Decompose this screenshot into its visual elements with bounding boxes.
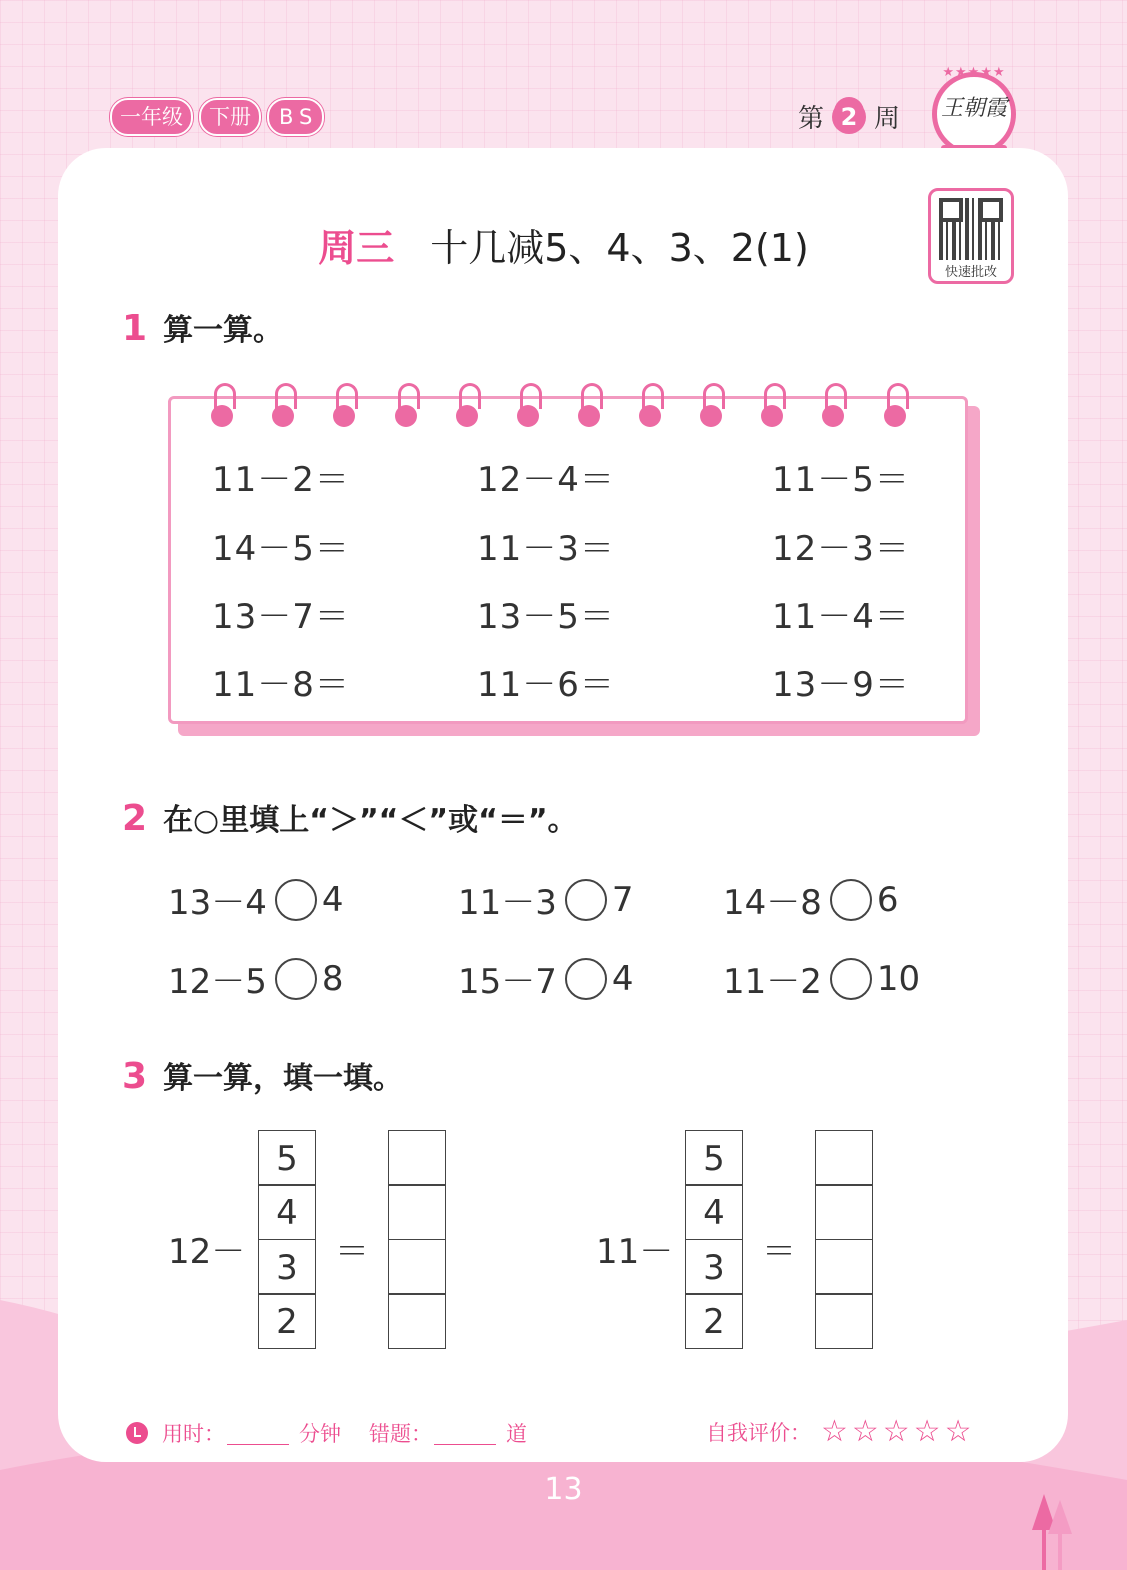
answer-box[interactable] [388, 1130, 446, 1186]
compare-item [458, 954, 634, 1003]
calc-problem[interactable]: 13－9＝ [772, 665, 910, 705]
subtrahend-cell: 3 [685, 1239, 743, 1295]
qr-code[interactable] [928, 188, 1014, 284]
compare-left: 11－2 [723, 962, 822, 1002]
title-day: 周三 [318, 226, 395, 270]
compare-item [458, 875, 634, 924]
section-1-heading [122, 305, 283, 349]
errors-blank[interactable] [434, 1422, 496, 1445]
subtrahend-cell: 5 [685, 1130, 743, 1186]
calc-problem[interactable]: 12－4＝ [477, 460, 615, 500]
section-2-text: 在○里填上“＞”“＜”或“＝”。 [163, 803, 578, 838]
notebook-ring-icon [884, 383, 908, 427]
calc-problem[interactable]: 12－3＝ [772, 529, 910, 569]
time-blank[interactable] [227, 1422, 289, 1445]
calc-problem[interactable]: 14－5＝ [212, 529, 350, 569]
notebook-ring-icon [578, 383, 602, 427]
compare-right: 7 [611, 879, 634, 920]
qr-label: 快速批改 [944, 265, 997, 280]
brand-logo-badge [932, 65, 1016, 156]
compare-left: 13－4 [168, 883, 267, 923]
answer-stack [388, 1131, 446, 1349]
section-2-heading [122, 795, 578, 839]
week-indicator [798, 98, 900, 135]
section-3-heading [122, 1053, 403, 1097]
week-suffix: 周 [874, 104, 901, 134]
footer-time-errors [126, 1418, 527, 1448]
answer-box[interactable] [815, 1130, 873, 1186]
grade-tag: 一年级 [110, 98, 193, 136]
compare-right: 4 [611, 958, 634, 999]
edition-tag: BS [267, 98, 324, 136]
calc-problem[interactable]: 11－4＝ [772, 597, 910, 637]
notebook-ring-icon [761, 383, 785, 427]
calc-problem[interactable]: 11－5＝ [772, 460, 910, 500]
compare-item [723, 875, 899, 924]
notebook-ring-icon [456, 383, 480, 427]
notebook-ring-icon [639, 383, 663, 427]
answer-circle[interactable] [565, 958, 607, 1000]
equals-sign: ＝ [335, 1232, 369, 1272]
week-prefix: 第 [798, 104, 825, 134]
calc-problem[interactable]: 11－8＝ [212, 665, 350, 705]
notebook-ring-icon [333, 383, 357, 427]
subtrahend-cell: 2 [685, 1293, 743, 1349]
subtrahend-stack [685, 1131, 743, 1349]
answer-box[interactable] [388, 1184, 446, 1240]
subtrahend-cell: 3 [258, 1239, 316, 1295]
time-label: 用时： [162, 1422, 225, 1446]
notebook-ring-icon [517, 383, 541, 427]
answer-circle[interactable] [830, 958, 872, 1000]
time-unit: 分钟 [299, 1422, 341, 1446]
errors-unit: 道 [506, 1422, 527, 1446]
notebook-ring-icon [822, 383, 846, 427]
subtrahend-cell: 5 [258, 1130, 316, 1186]
badge-stars: ★★★★★ [942, 65, 1006, 80]
answer-box[interactable] [388, 1293, 446, 1349]
equation-lhs: 11－ [596, 1232, 674, 1272]
grade-tags [110, 98, 324, 136]
calc-problem[interactable]: 13－7＝ [212, 597, 350, 637]
section-1-number: 1 [122, 308, 148, 349]
subtrahend-cell: 2 [258, 1293, 316, 1349]
section-1-text: 算一算。 [163, 313, 284, 348]
section-3-number: 3 [122, 1056, 148, 1097]
compare-right: 4 [321, 879, 344, 920]
calc-problem[interactable]: 13－5＝ [477, 597, 615, 637]
answer-circle[interactable] [830, 879, 872, 921]
notebook-ring-icon [700, 383, 724, 427]
rating-stars[interactable]: ☆☆☆☆☆ [821, 1414, 976, 1449]
answer-circle[interactable] [565, 879, 607, 921]
volume-tag: 下册 [199, 98, 261, 136]
section-2-number: 2 [122, 798, 148, 839]
answer-box[interactable] [815, 1239, 873, 1295]
compare-item [168, 954, 344, 1003]
calc-problem[interactable]: 11－3＝ [477, 529, 615, 569]
stopwatch-icon [126, 1422, 148, 1444]
answer-circle[interactable] [275, 958, 317, 1000]
compare-right: 10 [876, 958, 921, 999]
title-topic: 十几减5、4、3、2(1) [430, 226, 809, 270]
page-number: 13 [544, 1472, 583, 1507]
week-number-alarm-icon: 2 [832, 100, 866, 134]
rating-label: 自我评价： [706, 1420, 811, 1445]
answer-box[interactable] [388, 1239, 446, 1295]
compare-left: 11－3 [458, 883, 557, 923]
answer-circle[interactable] [275, 879, 317, 921]
brand-logo-text: 王朝霞 [940, 96, 1007, 121]
qr-code-icon [939, 198, 1003, 260]
subtrahend-stack [258, 1131, 316, 1349]
notebook-ring-icon [272, 383, 296, 427]
notebook-ring-icon [211, 383, 235, 427]
footer-self-rating [706, 1414, 975, 1449]
compare-item [168, 875, 344, 924]
compare-left: 12－5 [168, 962, 267, 1002]
answer-stack [815, 1131, 873, 1349]
subtrahend-cell: 4 [685, 1184, 743, 1240]
compare-item [723, 954, 920, 1003]
compare-left: 14－8 [723, 883, 822, 923]
subtrahend-cell: 4 [258, 1184, 316, 1240]
calc-problem[interactable]: 11－6＝ [477, 665, 615, 705]
compare-right: 8 [321, 958, 344, 999]
equals-sign: ＝ [762, 1232, 796, 1272]
answer-box[interactable] [815, 1293, 873, 1349]
section-3-text: 算一算，填一填。 [163, 1061, 404, 1096]
calc-problem[interactable]: 11－2＝ [212, 460, 350, 500]
compare-right: 6 [876, 879, 899, 920]
equation-lhs: 12－ [168, 1232, 246, 1272]
errors-label: 错题： [369, 1422, 432, 1446]
arrow-decoration-icon [1030, 1492, 1074, 1570]
notebook-ring-icon [395, 383, 419, 427]
answer-box[interactable] [815, 1184, 873, 1240]
compare-left: 15－7 [458, 962, 557, 1002]
